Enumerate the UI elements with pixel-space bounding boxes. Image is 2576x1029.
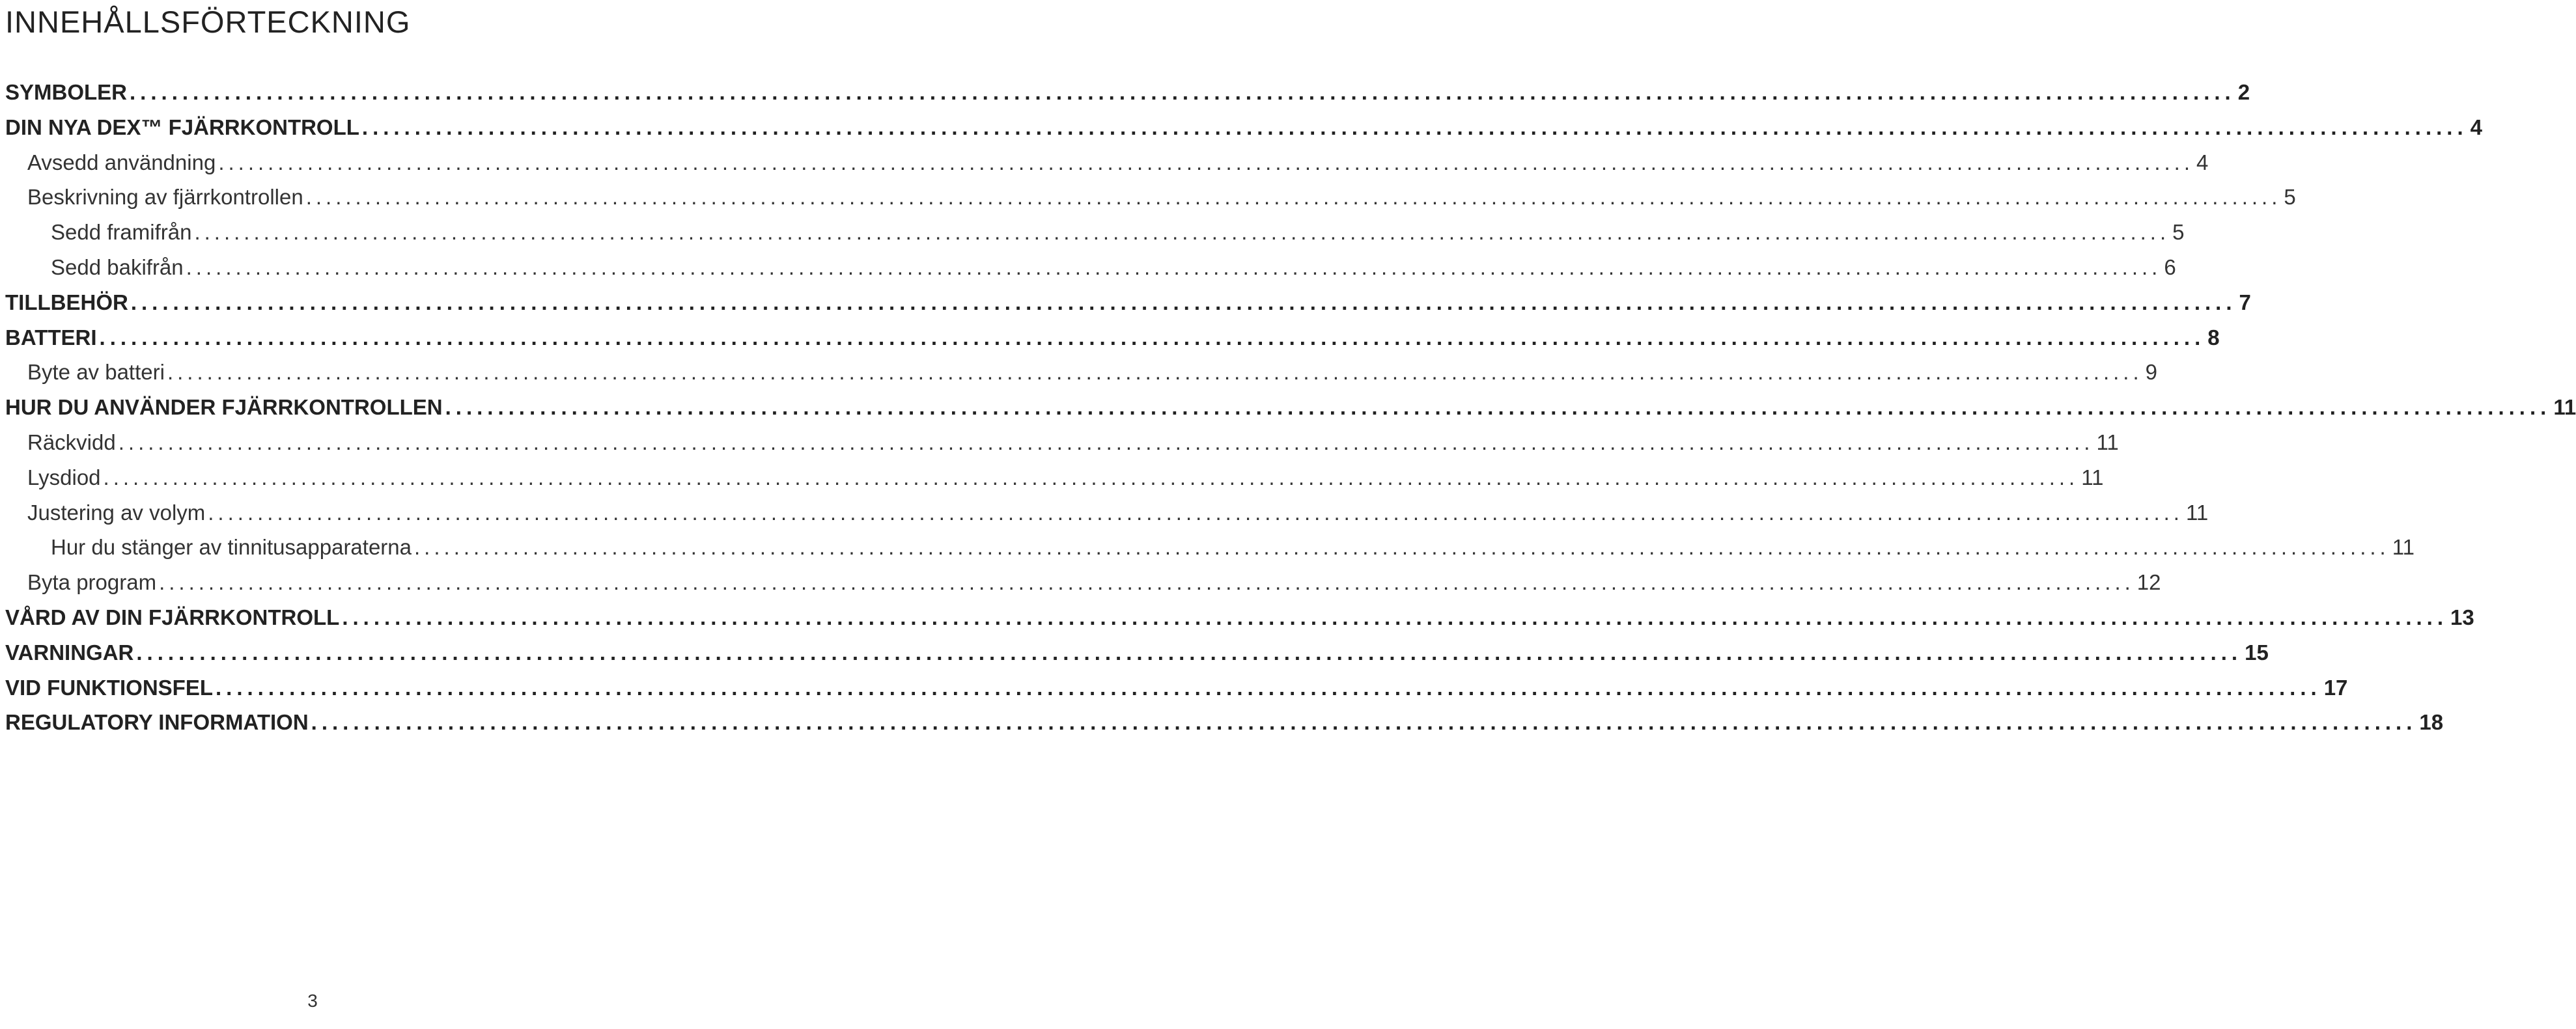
toc-entry[interactable]	[5, 250, 2176, 285]
toc-dot-leader: ........................................................................................................................................................................................................	[311, 710, 2417, 735]
toc-entry-label: VID FUNKTIONSFEL	[5, 675, 213, 700]
page-title: INNEHÅLLSFÖRTECKNING	[5, 5, 411, 39]
toc-entry-label: Justering av volym	[27, 500, 206, 525]
toc-entry[interactable]	[5, 635, 2269, 670]
toc-entry-page: 4	[2196, 150, 2209, 174]
toc-entry-label: REGULATORY INFORMATION	[5, 710, 309, 735]
toc-entry-label: HUR DU ANVÄNDER FJÄRRKONTROLLEN	[5, 395, 443, 420]
toc-entry-label: Räckvidd	[27, 430, 116, 454]
toc-entry-page: 15	[2245, 640, 2269, 665]
toc-dot-leader: ........................................................................................................................................................................................................	[194, 220, 2170, 245]
toc-dot-leader: ........................................................................................................................................................................................................	[342, 605, 2448, 629]
toc-entry[interactable]	[5, 530, 2415, 565]
toc-entry[interactable]	[5, 495, 2209, 530]
toc-dot-leader: ........................................................................................................................................................................................................	[130, 80, 2235, 104]
toc-dot-leader: ........................................................................................................................................................................................................	[186, 254, 2162, 279]
toc-entry-label: Byte av batteri	[27, 360, 165, 385]
toc-dot-leader: ........................................................................................................................................................................................................	[103, 465, 2079, 489]
toc-entry-page: 7	[2239, 290, 2251, 314]
toc-entry[interactable]	[5, 390, 2576, 425]
toc-dot-leader: ........................................................................................................................................................................................................	[216, 675, 2321, 700]
toc-entry-page: 11	[2081, 465, 2104, 489]
toc-dot-leader: ........................................................................................................................................................................................................	[159, 570, 2135, 595]
toc-entry-page: 17	[2323, 675, 2348, 700]
toc-entry-page: 11	[2096, 430, 2119, 454]
toc-entry-page: 11	[2553, 395, 2576, 420]
toc-dot-leader: ........................................................................................................................................................................................................	[118, 430, 2094, 454]
toc-entry-page: 2	[2237, 80, 2250, 104]
toc-entry[interactable]	[5, 215, 2185, 250]
toc-dot-leader: ........................................................................................................................................................................................................	[136, 640, 2243, 665]
toc-entry[interactable]	[5, 425, 2119, 460]
toc-entry[interactable]	[5, 355, 2158, 390]
toc-dot-leader: ........................................................................................................................................................................................................	[130, 290, 2237, 314]
toc-entry-page: 5	[2172, 220, 2185, 245]
toc-entry[interactable]	[5, 75, 2250, 110]
toc-entry-label: Sedd framifrån	[51, 220, 192, 245]
toc-dot-leader: ........................................................................................................................................................................................................	[305, 185, 2282, 210]
toc-entry[interactable]	[5, 705, 2444, 740]
toc-dot-leader: ........................................................................................................................................................................................................	[445, 395, 2551, 420]
toc-entry-page: 6	[2164, 254, 2176, 279]
toc-entry-label: TILLBEHÖR	[5, 290, 128, 314]
toc-entry-label: DIN NYA DEX™ FJÄRRKONTROLL	[5, 115, 359, 139]
toc-entry-label: Hur du stänger av tinnitusapparaterna	[51, 535, 412, 560]
toc-entry[interactable]	[5, 460, 2104, 495]
toc-entry-page: 18	[2419, 710, 2444, 735]
toc-entry-label: Lysdiod	[27, 465, 101, 489]
toc-entry[interactable]	[5, 180, 2296, 215]
toc-entry[interactable]	[5, 600, 2474, 635]
toc-entry-label: Beskrivning av fjärrkontrollen	[27, 185, 303, 210]
toc-entry-page: 13	[2450, 605, 2474, 629]
toc-entry-label: Avsedd användning	[27, 150, 216, 174]
toc-dot-leader: ........................................................................................................................................................................................................	[218, 150, 2194, 174]
toc-entry[interactable]	[5, 320, 2220, 355]
toc-dot-leader: ........................................................................................................................................................................................................	[167, 360, 2143, 385]
toc-entry-page: 4	[2470, 115, 2482, 139]
page-number: 3	[307, 991, 318, 1011]
toc-entry-label: SYMBOLER	[5, 80, 128, 104]
toc-entry[interactable]	[5, 110, 2482, 145]
toc-entry[interactable]	[5, 145, 2209, 180]
toc-dot-leader: ........................................................................................................................................................................................................	[361, 115, 2468, 139]
toc-entry-label: BATTERI	[5, 325, 97, 350]
toc-entry-label: VARNINGAR	[5, 640, 134, 665]
toc-dot-leader: ........................................................................................................................................................................................................	[414, 535, 2390, 560]
toc-entry[interactable]	[5, 285, 2251, 320]
toc-entry-label: Sedd bakifrån	[51, 254, 184, 279]
toc-entry-label: Byta program	[27, 570, 157, 595]
toc-entry-page: 8	[2207, 325, 2220, 350]
toc-entry-page: 12	[2136, 570, 2161, 595]
toc-entry-page: 11	[2185, 500, 2209, 525]
toc-entry-page: 9	[2145, 360, 2158, 385]
toc-dot-leader: ........................................................................................................................................................................................................	[208, 500, 2183, 525]
table-of-contents	[5, 75, 2576, 740]
toc-entry-page: 5	[2284, 185, 2296, 210]
toc-entry[interactable]	[5, 565, 2161, 600]
toc-entry[interactable]	[5, 670, 2348, 706]
toc-entry-page: 11	[2392, 535, 2415, 560]
toc-dot-leader: ........................................................................................................................................................................................................	[99, 325, 2205, 350]
toc-entry-label: VÅRD AV DIN FJÄRRKONTROLL	[5, 605, 340, 629]
